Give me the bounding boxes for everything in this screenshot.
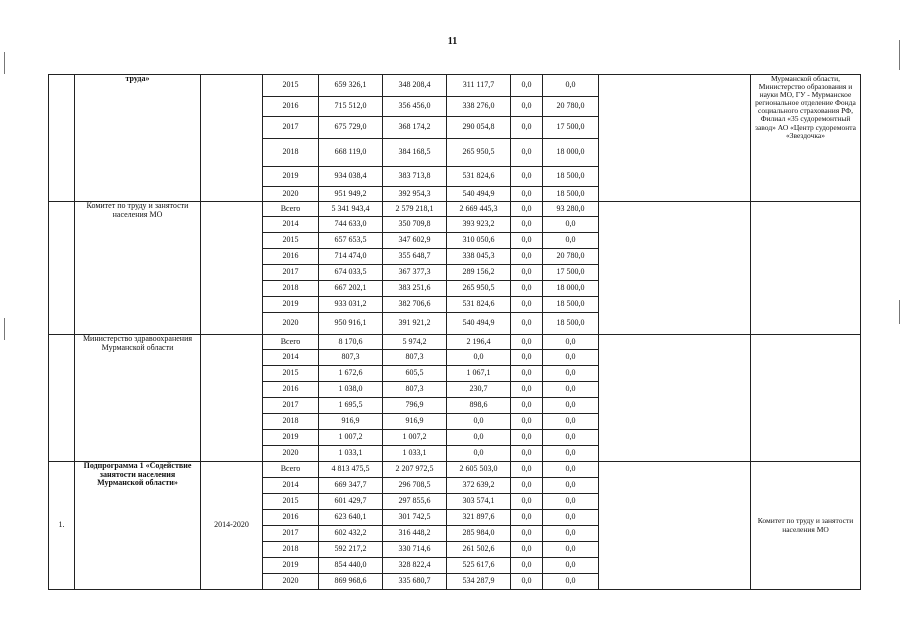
amount-cell-b4: 0,0: [543, 510, 599, 526]
amount-cell-b3: 0,0: [511, 167, 543, 187]
amount-cell-total: 669 347,7: [319, 478, 383, 494]
amount-cell-b2: 531 824,6: [447, 297, 511, 313]
year-cell: 2017: [263, 265, 319, 281]
amount-cell-b3: 0,0: [511, 313, 543, 335]
measure-name-cell: Подпрограмма 1 «Содействие занятости населения Мурманской области»: [75, 462, 201, 590]
year-cell: 2015: [263, 233, 319, 249]
amount-cell-b2: 1 067,1: [447, 366, 511, 382]
amount-cell-total: 1 672,6: [319, 366, 383, 382]
year-cell: 2015: [263, 494, 319, 510]
empty-cell: [599, 202, 751, 335]
amount-cell-b3: 0,0: [511, 398, 543, 414]
amount-cell-b2: 898,6: [447, 398, 511, 414]
amount-cell-b3: 0,0: [511, 202, 543, 217]
amount-cell-b3: 0,0: [511, 97, 543, 117]
year-cell: Всего: [263, 462, 319, 478]
table-row: [49, 462, 861, 478]
amount-cell-total: 934 038,4: [319, 167, 383, 187]
amount-cell-total: 807,3: [319, 350, 383, 366]
amount-cell-b4: 0,0: [543, 478, 599, 494]
year-cell: 2016: [263, 510, 319, 526]
amount-cell-b1: 297 855,6: [383, 494, 447, 510]
amount-cell-b3: 0,0: [511, 217, 543, 233]
amount-cell-b1: 1 007,2: [383, 430, 447, 446]
amount-cell-b1: 807,3: [383, 350, 447, 366]
year-cell: 2016: [263, 382, 319, 398]
amount-cell-b4: 93 280,0: [543, 202, 599, 217]
amount-cell-b1: 301 742,5: [383, 510, 447, 526]
measure-name-cell: Министерство здравоохранения Мурманской области: [75, 335, 201, 462]
amount-cell-total: 854 440,0: [319, 558, 383, 574]
amount-cell-b4: 20 780,0: [543, 249, 599, 265]
amount-cell-total: 951 949,2: [319, 187, 383, 202]
row-index-cell: [49, 202, 75, 335]
amount-cell-b4: 18 500,0: [543, 313, 599, 335]
executor-cell: [751, 335, 861, 462]
amount-cell-total: 933 031,2: [319, 297, 383, 313]
amount-cell-b2: 289 156,2: [447, 265, 511, 281]
amount-cell-b3: 0,0: [511, 462, 543, 478]
amount-cell-total: 668 119,0: [319, 139, 383, 167]
amount-cell-total: 950 916,1: [319, 313, 383, 335]
year-cell: 2018: [263, 281, 319, 297]
amount-cell-total: 623 640,1: [319, 510, 383, 526]
amount-cell-b4: 0,0: [543, 398, 599, 414]
amount-cell-b4: 0,0: [543, 350, 599, 366]
amount-cell-b3: 0,0: [511, 382, 543, 398]
margin-mark-left-bottom: [4, 318, 5, 340]
year-cell: 2018: [263, 542, 319, 558]
year-cell: 2016: [263, 249, 319, 265]
amount-cell-b3: 0,0: [511, 233, 543, 249]
page-number: 11: [447, 36, 458, 47]
year-cell: 2019: [263, 558, 319, 574]
amount-cell-b1: 916,9: [383, 414, 447, 430]
amount-cell-b1: 1 033,1: [383, 446, 447, 462]
period-cell: [201, 202, 263, 335]
amount-cell-b4: 0,0: [543, 574, 599, 590]
amount-cell-b1: 348 208,4: [383, 75, 447, 97]
amount-cell-b2: 338 276,0: [447, 97, 511, 117]
amount-cell-b2: 540 494,9: [447, 313, 511, 335]
amount-cell-b2: 285 984,0: [447, 526, 511, 542]
amount-cell-b1: 330 714,6: [383, 542, 447, 558]
amount-cell-b1: 392 954,3: [383, 187, 447, 202]
amount-cell-b4: 0,0: [543, 430, 599, 446]
measure-name-cell: труда»: [75, 75, 201, 202]
amount-cell-total: 592 217,2: [319, 542, 383, 558]
amount-cell-b1: 2 207 972,5: [383, 462, 447, 478]
amount-cell-b1: 807,3: [383, 382, 447, 398]
amount-cell-b1: 328 822,4: [383, 558, 447, 574]
amount-cell-b1: 368 174,2: [383, 117, 447, 139]
amount-cell-b3: 0,0: [511, 542, 543, 558]
amount-cell-b4: 17 500,0: [543, 265, 599, 281]
empty-cell: [599, 75, 751, 202]
amount-cell-b1: 296 708,5: [383, 478, 447, 494]
amount-cell-b4: 18 500,0: [543, 187, 599, 202]
amount-cell-b2: 0,0: [447, 350, 511, 366]
amount-cell-b3: 0,0: [511, 574, 543, 590]
amount-cell-b2: 525 617,6: [447, 558, 511, 574]
year-cell: 2014: [263, 350, 319, 366]
amount-cell-b1: 383 713,8: [383, 167, 447, 187]
amount-cell-b3: 0,0: [511, 139, 543, 167]
period-cell: [201, 75, 263, 202]
period-cell: 2014-2020: [201, 462, 263, 590]
amount-cell-b4: 0,0: [543, 558, 599, 574]
amount-cell-b4: 0,0: [543, 75, 599, 97]
amount-cell-b2: 0,0: [447, 446, 511, 462]
year-cell: 2020: [263, 446, 319, 462]
amount-cell-total: 5 341 943,4: [319, 202, 383, 217]
executor-cell: [751, 202, 861, 335]
year-cell: 2019: [263, 297, 319, 313]
amount-cell-b2: 310 050,6: [447, 233, 511, 249]
row-index-cell: [49, 335, 75, 462]
amount-cell-total: 674 033,5: [319, 265, 383, 281]
amount-cell-b1: 382 706,6: [383, 297, 447, 313]
amount-cell-b2: 230,7: [447, 382, 511, 398]
amount-cell-b4: 0,0: [543, 526, 599, 542]
amount-cell-b4: 0,0: [543, 462, 599, 478]
amount-cell-b2: 261 502,6: [447, 542, 511, 558]
amount-cell-b4: 20 780,0: [543, 97, 599, 117]
amount-cell-b4: 0,0: [543, 542, 599, 558]
year-cell: 2016: [263, 97, 319, 117]
amount-cell-b3: 0,0: [511, 187, 543, 202]
amount-cell-b2: 303 574,1: [447, 494, 511, 510]
amount-cell-b4: 0,0: [543, 446, 599, 462]
amount-cell-b2: 540 494,9: [447, 187, 511, 202]
amount-cell-b2: 372 639,2: [447, 478, 511, 494]
margin-mark-right-top: [899, 40, 900, 70]
amount-cell-b1: 355 648,7: [383, 249, 447, 265]
amount-cell-b2: 265 950,5: [447, 139, 511, 167]
amount-cell-b4: 0,0: [543, 494, 599, 510]
year-cell: 2020: [263, 313, 319, 335]
amount-cell-b1: 356 456,0: [383, 97, 447, 117]
row-index-cell: 1.: [49, 462, 75, 590]
margin-mark-left-top: [4, 52, 5, 74]
amount-cell-total: 602 432,2: [319, 526, 383, 542]
amount-cell-b3: 0,0: [511, 75, 543, 97]
year-cell: 2015: [263, 366, 319, 382]
year-cell: 2015: [263, 75, 319, 97]
amount-cell-total: 4 813 475,5: [319, 462, 383, 478]
amount-cell-b1: 384 168,5: [383, 139, 447, 167]
amount-cell-b1: 383 251,6: [383, 281, 447, 297]
amount-cell-b3: 0,0: [511, 350, 543, 366]
table-row: [49, 75, 861, 97]
amount-cell-b2: 321 897,6: [447, 510, 511, 526]
year-cell: 2014: [263, 478, 319, 494]
amount-cell-b2: 2 196,4: [447, 335, 511, 350]
amount-cell-b1: 2 579 218,1: [383, 202, 447, 217]
table-row: [49, 335, 861, 350]
amount-cell-b4: 0,0: [543, 233, 599, 249]
amount-cell-b1: 367 377,3: [383, 265, 447, 281]
year-cell: Всего: [263, 202, 319, 217]
amount-cell-total: 667 202,1: [319, 281, 383, 297]
amount-cell-b3: 0,0: [511, 366, 543, 382]
amount-cell-b1: 347 602,9: [383, 233, 447, 249]
empty-cell: [599, 462, 751, 590]
amount-cell-b3: 0,0: [511, 494, 543, 510]
amount-cell-total: 744 633,0: [319, 217, 383, 233]
amount-cell-b3: 0,0: [511, 478, 543, 494]
amount-cell-total: 1 038,0: [319, 382, 383, 398]
amount-cell-b4: 0,0: [543, 217, 599, 233]
amount-cell-b4: 0,0: [543, 335, 599, 350]
executor-cell: Мурманской области, Министерство образования и науки МО, ГУ - Мурманское региональное отделение Фонда социального страхования РФ, Филиал «35 судоремонтный завод» АО «Центр судоремонта «Звездочка»: [751, 75, 861, 202]
year-cell: 2019: [263, 430, 319, 446]
year-cell: 2017: [263, 398, 319, 414]
amount-cell-total: 1 695,5: [319, 398, 383, 414]
year-cell: 2020: [263, 574, 319, 590]
amount-cell-b4: 18 500,0: [543, 167, 599, 187]
amount-cell-b2: 534 287,9: [447, 574, 511, 590]
amount-cell-b2: 311 117,7: [447, 75, 511, 97]
period-cell: [201, 335, 263, 462]
measure-name-cell: Комитет по труду и занятости населения МО: [75, 202, 201, 335]
budget-table: [48, 74, 861, 590]
amount-cell-b3: 0,0: [511, 335, 543, 350]
amount-cell-b4: 0,0: [543, 414, 599, 430]
amount-cell-b2: 265 950,5: [447, 281, 511, 297]
year-cell: 2018: [263, 414, 319, 430]
amount-cell-b1: 605,5: [383, 366, 447, 382]
margin-mark-right-bottom: [899, 300, 900, 324]
amount-cell-b3: 0,0: [511, 510, 543, 526]
amount-cell-b3: 0,0: [511, 249, 543, 265]
amount-cell-b4: 18 500,0: [543, 297, 599, 313]
executor-cell: Комитет по труду и занятости населения МО: [751, 462, 861, 590]
amount-cell-total: 715 512,0: [319, 97, 383, 117]
amount-cell-b3: 0,0: [511, 526, 543, 542]
amount-cell-total: 675 729,0: [319, 117, 383, 139]
amount-cell-b2: 2 669 445,3: [447, 202, 511, 217]
amount-cell-b2: 338 045,3: [447, 249, 511, 265]
amount-cell-b4: 18 000,0: [543, 139, 599, 167]
year-cell: 2017: [263, 526, 319, 542]
amount-cell-b1: 350 709,8: [383, 217, 447, 233]
amount-cell-total: 869 968,6: [319, 574, 383, 590]
amount-cell-total: 714 474,0: [319, 249, 383, 265]
table-row: [49, 202, 861, 217]
amount-cell-b3: 0,0: [511, 414, 543, 430]
year-cell: 2020: [263, 187, 319, 202]
amount-cell-b2: 393 923,2: [447, 217, 511, 233]
amount-cell-total: 1 033,1: [319, 446, 383, 462]
amount-cell-total: 659 326,1: [319, 75, 383, 97]
amount-cell-total: 8 170,6: [319, 335, 383, 350]
year-cell: 2014: [263, 217, 319, 233]
amount-cell-b3: 0,0: [511, 446, 543, 462]
amount-cell-total: 601 429,7: [319, 494, 383, 510]
amount-cell-b4: 18 000,0: [543, 281, 599, 297]
amount-cell-b1: 391 921,2: [383, 313, 447, 335]
amount-cell-b1: 796,9: [383, 398, 447, 414]
empty-cell: [599, 335, 751, 462]
year-cell: 2017: [263, 117, 319, 139]
amount-cell-b1: 335 680,7: [383, 574, 447, 590]
amount-cell-b4: 0,0: [543, 366, 599, 382]
amount-cell-b3: 0,0: [511, 265, 543, 281]
amount-cell-b3: 0,0: [511, 558, 543, 574]
amount-cell-total: 657 653,5: [319, 233, 383, 249]
amount-cell-b4: 17 500,0: [543, 117, 599, 139]
amount-cell-total: 1 007,2: [319, 430, 383, 446]
amount-cell-b2: 0,0: [447, 430, 511, 446]
amount-cell-b2: 0,0: [447, 414, 511, 430]
amount-cell-b1: 316 448,2: [383, 526, 447, 542]
amount-cell-b2: 290 054,8: [447, 117, 511, 139]
year-cell: Всего: [263, 335, 319, 350]
row-index-cell: [49, 75, 75, 202]
amount-cell-b2: 2 605 503,0: [447, 462, 511, 478]
amount-cell-b4: 0,0: [543, 382, 599, 398]
amount-cell-b1: 5 974,2: [383, 335, 447, 350]
amount-cell-total: 916,9: [319, 414, 383, 430]
year-cell: 2019: [263, 167, 319, 187]
amount-cell-b3: 0,0: [511, 297, 543, 313]
amount-cell-b3: 0,0: [511, 281, 543, 297]
amount-cell-b3: 0,0: [511, 430, 543, 446]
amount-cell-b2: 531 824,6: [447, 167, 511, 187]
amount-cell-b3: 0,0: [511, 117, 543, 139]
year-cell: 2018: [263, 139, 319, 167]
